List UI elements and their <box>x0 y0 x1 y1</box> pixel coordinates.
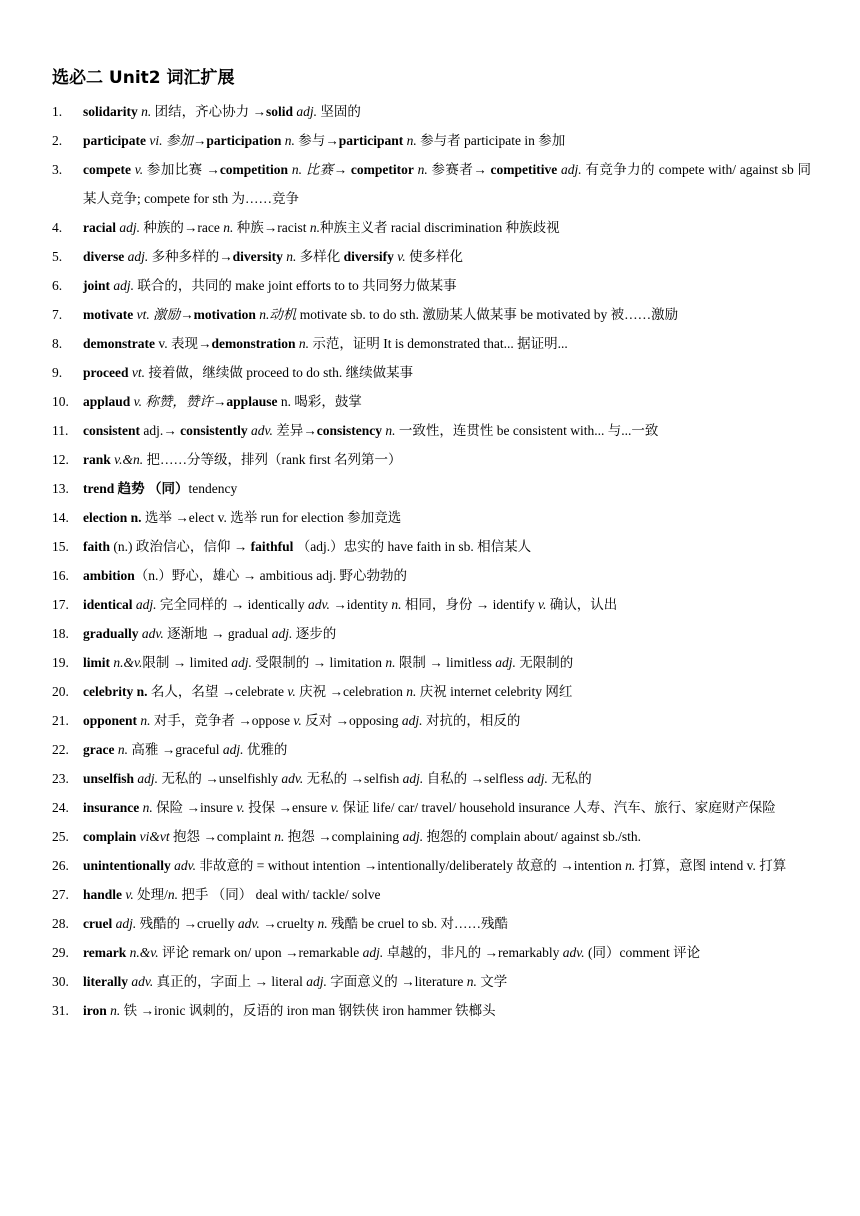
definition-text: 把手 （同） deal with/ tackle/ solve <box>178 887 381 902</box>
entry-text <box>83 648 811 677</box>
definition-text: 保证 life/ car/ travel/ household insurance 人寿、汽车、旅行、家庭财产保险 <box>339 800 776 815</box>
part-of-speech: adv. <box>251 423 273 438</box>
part-of-speech: n.&v. <box>129 945 159 960</box>
definition-text: 保险 →insure <box>152 800 237 815</box>
entry-text <box>83 996 811 1025</box>
entry-number: 5. <box>52 249 63 264</box>
definition-text: → <box>333 162 351 177</box>
headword: motivate <box>83 307 134 322</box>
part-of-speech: n. <box>466 974 477 989</box>
headword: literally <box>83 974 128 989</box>
entry-number: 26. <box>52 858 69 873</box>
headword: complain <box>83 829 137 844</box>
part-of-speech: adj. <box>495 655 516 670</box>
headword: participation <box>206 133 282 148</box>
definition-text: 抱怨的 complain about/ against sb./sth. <box>423 829 642 844</box>
definition-text: 参加比赛 → <box>143 162 220 177</box>
entry-number: 21. <box>52 713 69 728</box>
headword: solid <box>266 104 294 119</box>
part-of-speech: adj. <box>402 771 424 786</box>
definition-text: 选举 →elect v. 选举 run for election 参加竞选 <box>141 510 402 525</box>
part-of-speech: v. <box>236 800 245 815</box>
definition-text: 种族的→race <box>140 220 224 235</box>
page-title: 选必二 Unit2 词汇扩展 <box>52 68 235 88</box>
headword: identical <box>83 597 133 612</box>
definition-text: （adj.）忠实的 have faith in sb. 相信某人 <box>293 539 532 554</box>
definition-text: 残酷的 →cruelly <box>136 916 238 931</box>
definition-text: 相同，身份 → identify <box>401 597 538 612</box>
part-of-speech: 激励→ <box>153 307 194 322</box>
headword: ambition <box>83 568 135 583</box>
entry-text <box>83 793 811 822</box>
headword: competitor <box>350 162 414 177</box>
entry-text <box>83 764 811 793</box>
entry-text <box>83 938 811 967</box>
part-of-speech: v. <box>397 249 406 264</box>
definition-text: 参与→ <box>294 133 339 148</box>
headword: joint <box>83 278 110 293</box>
definition-text: （n.）野心，雄心 → ambitious adj. 野心勃勃的 <box>134 568 408 583</box>
headword: racial <box>83 220 116 235</box>
definition-text: adj.→ <box>140 423 181 438</box>
part-of-speech: adv. <box>174 858 197 873</box>
entry-number: 22. <box>52 742 69 757</box>
entry-text <box>83 97 811 126</box>
entry-text <box>83 503 811 532</box>
headword: consistent <box>83 423 140 438</box>
definition-text: 评论 remark on/ upon →remarkable <box>158 945 363 960</box>
headword: opponent <box>83 713 138 728</box>
headword: diverse <box>83 249 125 264</box>
entry-text <box>83 880 811 909</box>
definition-text: 字面意义的 →literature <box>326 974 467 989</box>
part-of-speech: n. <box>117 742 128 757</box>
entry-text <box>83 851 811 880</box>
definition-text: 种族主义者 racial discrimination 种族歧视 <box>320 220 560 235</box>
part-of-speech: adj. <box>135 597 157 612</box>
part-of-speech: adj. <box>137 771 159 786</box>
entry-number: 29. <box>52 945 69 960</box>
part-of-speech: 称赞，赞许→ <box>145 394 227 409</box>
part-of-speech: n. <box>141 104 152 119</box>
part-of-speech: n. <box>167 887 179 902</box>
headword: competitive <box>490 162 558 177</box>
part-of-speech: n. <box>385 423 396 438</box>
part-of-speech: adj. <box>127 249 149 264</box>
headword: grace <box>83 742 115 757</box>
entry-text <box>83 387 811 416</box>
entry-text <box>83 445 811 474</box>
part-of-speech: adj. <box>119 220 141 235</box>
definition-text: 反对 →opposing <box>301 713 402 728</box>
definition-text: v. 表现→ <box>154 336 212 351</box>
entry-text <box>83 329 811 358</box>
part-of-speech: v. <box>134 162 144 177</box>
entry-number: 30. <box>52 974 69 989</box>
definition-text: 逐步的 <box>292 626 337 641</box>
part-of-speech: n. <box>625 858 636 873</box>
part-of-speech: n. <box>406 684 417 699</box>
headword: faithful <box>250 539 294 554</box>
definition-text: 对手，竞争者 →oppose <box>150 713 294 728</box>
entry-number: 12. <box>52 452 69 467</box>
part-of-speech: v. <box>538 597 547 612</box>
part-of-speech: vt. <box>131 365 145 380</box>
entry-text <box>83 619 811 648</box>
entry-number: 23. <box>52 771 69 786</box>
headword: insurance <box>83 800 140 815</box>
part-of-speech: 比赛 <box>305 162 334 177</box>
definition-text: 铁 →ironic 讽刺的，反语的 iron man 钢铁侠 iron hammer 铁榔头 <box>120 1003 496 1018</box>
part-of-speech: vi. <box>149 133 163 148</box>
entry-number: 10. <box>52 394 69 409</box>
part-of-speech: adv. <box>237 916 260 931</box>
headword: cruel <box>83 916 113 931</box>
part-of-speech: v. <box>125 887 134 902</box>
definition-text: 无限制的 <box>515 655 574 670</box>
headword: celebrity n. <box>83 684 148 699</box>
part-of-speech: adj. <box>271 626 293 641</box>
headword: consistency <box>316 423 382 438</box>
entry-text <box>83 561 811 590</box>
part-of-speech: v. <box>293 713 302 728</box>
headword: unselfish <box>83 771 135 786</box>
entry-text <box>83 155 811 213</box>
entry-number: 18. <box>52 626 69 641</box>
headword: gradually <box>83 626 139 641</box>
part-of-speech: n.&v. <box>113 655 143 670</box>
entry-number: 14. <box>52 510 69 525</box>
part-of-speech: adj. <box>113 278 135 293</box>
part-of-speech: n. <box>417 162 428 177</box>
definition-text: 差异→ <box>272 423 317 438</box>
definition-text: 庆祝 →celebration <box>295 684 407 699</box>
definition-text: motivate sb. to do sth. 激励某人做某事 be motivated by 被……激励 <box>296 307 679 322</box>
definition-text: 接着做，继续做 proceed to do sth. 继续做某事 <box>145 365 414 380</box>
part-of-speech: n.动机 <box>259 307 297 322</box>
headword: diversity <box>232 249 283 264</box>
part-of-speech: adj. <box>115 916 137 931</box>
part-of-speech: adv. <box>308 597 330 612</box>
headword: applaud <box>83 394 131 409</box>
definition-text: →cruelty <box>259 916 318 931</box>
entry-number: 25. <box>52 829 69 844</box>
entry-number: 6. <box>52 278 63 293</box>
definition-text: 参赛者→ <box>427 162 491 177</box>
definition-text: 限制 → limitless <box>395 655 496 670</box>
part-of-speech: 参加→ <box>165 133 207 148</box>
definition-text: 参与者 participate in 参加 <box>416 133 566 148</box>
part-of-speech: v.&n. <box>114 452 144 467</box>
entry-text <box>83 822 811 851</box>
definition-text: 卓越的，非凡的 →remarkably <box>383 945 563 960</box>
entry-number: 9. <box>52 365 63 380</box>
entry-text <box>83 532 811 561</box>
definition-text: (同）comment 评论 <box>584 945 701 960</box>
headword: trend 趋势 （同） <box>83 481 189 496</box>
headword: demonstrate <box>83 336 155 351</box>
definition-text: 真正的，字面上 → literal <box>153 974 307 989</box>
entry-text <box>83 213 811 242</box>
part-of-speech: adj. <box>362 945 384 960</box>
entry-number: 4. <box>52 220 63 235</box>
definition-text: 种族→racist <box>233 220 310 235</box>
part-of-speech: v. <box>133 394 143 409</box>
entry-text <box>83 967 811 996</box>
headword: remark <box>83 945 127 960</box>
part-of-speech: v. <box>287 684 296 699</box>
part-of-speech: n. <box>317 916 328 931</box>
definition-text: 名人，名望 →celebrate <box>147 684 288 699</box>
definition-text: 完全同样的 → identically <box>156 597 308 612</box>
entry-number: 20. <box>52 684 69 699</box>
entry-number: 1. <box>52 104 63 119</box>
definition-text: 确认，认出 <box>546 597 618 612</box>
headword: competition <box>219 162 289 177</box>
entry-text <box>83 416 811 445</box>
entry-text <box>83 242 811 271</box>
entry-number: 7. <box>52 307 63 322</box>
headword: consistently <box>180 423 248 438</box>
part-of-speech: adj. <box>527 771 548 786</box>
definition-text: 高雅 →graceful <box>127 742 223 757</box>
definition-text: 一致性，连贯性 be consistent with... 与...一致 <box>395 423 659 438</box>
definition-text: 残酷 be cruel to sb. 对……残酷 <box>327 916 508 931</box>
entry-text <box>83 677 811 706</box>
definition-text: 多样化 <box>296 249 344 264</box>
definition-text: 团结，齐心协力 → <box>151 104 267 119</box>
definition-text: 优雅的 <box>243 742 288 757</box>
part-of-speech: n. <box>391 597 402 612</box>
definition-text: 把……分等级，排列（rank first 名列第一） <box>143 452 402 467</box>
part-of-speech: adj. <box>561 162 582 177</box>
part-of-speech: n. <box>284 133 295 148</box>
entry-text <box>83 706 811 735</box>
definition-text: 使多样化 <box>405 249 464 264</box>
entry-text <box>83 909 811 938</box>
part-of-speech: v. <box>330 800 339 815</box>
part-of-speech: vt. <box>136 307 150 322</box>
headword: handle <box>83 887 123 902</box>
part-of-speech: adv. <box>562 945 585 960</box>
entry-number: 13. <box>52 481 69 496</box>
definition-text: n. 喝彩，鼓掌 <box>277 394 362 409</box>
definition-text: tendency <box>188 481 238 496</box>
definition-text: 庆祝 internet celebrity 网红 <box>416 684 573 699</box>
definition-text: 受限制的 → limitation <box>251 655 386 670</box>
part-of-speech: n. <box>291 162 302 177</box>
part-of-speech: adj. <box>222 742 244 757</box>
entry-text <box>83 590 811 619</box>
part-of-speech: vi&vt <box>139 829 170 844</box>
part-of-speech: n. <box>274 829 285 844</box>
entry-text <box>83 474 811 503</box>
definition-text: 限制 → limited <box>142 655 232 670</box>
entry-number: 2. <box>52 133 63 148</box>
entry-number: 28. <box>52 916 69 931</box>
definition-text: 逐渐地 → gradual <box>163 626 272 641</box>
part-of-speech: adj. <box>401 713 423 728</box>
part-of-speech: n. <box>298 336 309 351</box>
headword: iron <box>83 1003 107 1018</box>
entry-text <box>83 271 811 300</box>
definition-text: 坚固的 <box>317 104 361 119</box>
headword: solidarity <box>83 104 138 119</box>
entry-text <box>83 126 811 155</box>
headword: diversify <box>343 249 394 264</box>
definition-text: 无私的 <box>547 771 592 786</box>
entry-number: 11. <box>52 423 69 438</box>
entry-number: 16. <box>52 568 69 583</box>
part-of-speech: n. <box>110 1003 121 1018</box>
definition-text: 打算，意图 intend v. 打算 <box>635 858 787 873</box>
headword: unintentionally <box>83 858 171 873</box>
part-of-speech: adv. <box>131 974 154 989</box>
headword: motivation <box>193 307 256 322</box>
part-of-speech: n. <box>309 220 320 235</box>
headword: faith <box>83 539 110 554</box>
part-of-speech: adj. <box>231 655 252 670</box>
headword: limit <box>83 655 110 670</box>
headword: applause <box>226 394 278 409</box>
part-of-speech: n. <box>385 655 396 670</box>
definition-text: (n.) 政治信心，信仰 → <box>110 539 251 554</box>
entry-number: 19. <box>52 655 69 670</box>
entry-text <box>83 358 811 387</box>
entry-text <box>83 735 811 764</box>
definition-text: →identity <box>329 597 392 612</box>
definition-text: 对抗的，相反的 <box>422 713 521 728</box>
part-of-speech: n. <box>406 133 417 148</box>
definition-text: 文学 <box>476 974 508 989</box>
definition-text: 多种多样的→ <box>148 249 233 264</box>
definition-text: 投保 →ensure <box>244 800 331 815</box>
part-of-speech: n. <box>142 800 153 815</box>
entry-number: 27. <box>52 887 69 902</box>
part-of-speech: adj. <box>296 104 318 119</box>
entry-number: 31. <box>52 1003 69 1018</box>
headword: rank <box>83 452 111 467</box>
entry-number: 17. <box>52 597 69 612</box>
definition-text: 示范，证明 It is demonstrated that... 据证明... <box>308 336 568 351</box>
entry-text <box>83 300 811 329</box>
definition-text: 抱怨 →complaining <box>284 829 403 844</box>
entry-number: 15. <box>52 539 69 554</box>
part-of-speech: adj. <box>306 974 327 989</box>
definition-text: 自私的 →selfless <box>423 771 528 786</box>
headword: demonstration <box>211 336 296 351</box>
part-of-speech: n. <box>286 249 297 264</box>
headword: participant <box>338 133 404 148</box>
part-of-speech: n. <box>140 713 151 728</box>
definition-text: 抱怨 →complaint <box>169 829 275 844</box>
entry-number: 8. <box>52 336 63 351</box>
part-of-speech: adv. <box>141 626 164 641</box>
definition-text: 有竞争力的 compete with/ against sb 同某人竞争; compete for sth 为……竞争 <box>83 162 812 206</box>
definition-text: 处理/ <box>133 887 168 902</box>
part-of-speech: adj. <box>402 829 424 844</box>
definition-text: 无私的 →selfish <box>303 771 403 786</box>
headword: participate <box>83 133 146 148</box>
definition-text: 联合的，共同的 make joint efforts to to 共同努力做某事 <box>134 278 457 293</box>
entry-number: 24. <box>52 800 69 815</box>
definition-text: 无私的 →unselfishly <box>158 771 282 786</box>
headword: compete <box>83 162 131 177</box>
part-of-speech: adv. <box>281 771 304 786</box>
headword: election n. <box>83 510 142 525</box>
definition-text: 非故意的 = without intention →intentionally/deliberately 故意的 →intention <box>196 858 626 873</box>
headword: proceed <box>83 365 129 380</box>
entry-number: 3. <box>52 162 63 177</box>
part-of-speech: n. <box>223 220 234 235</box>
